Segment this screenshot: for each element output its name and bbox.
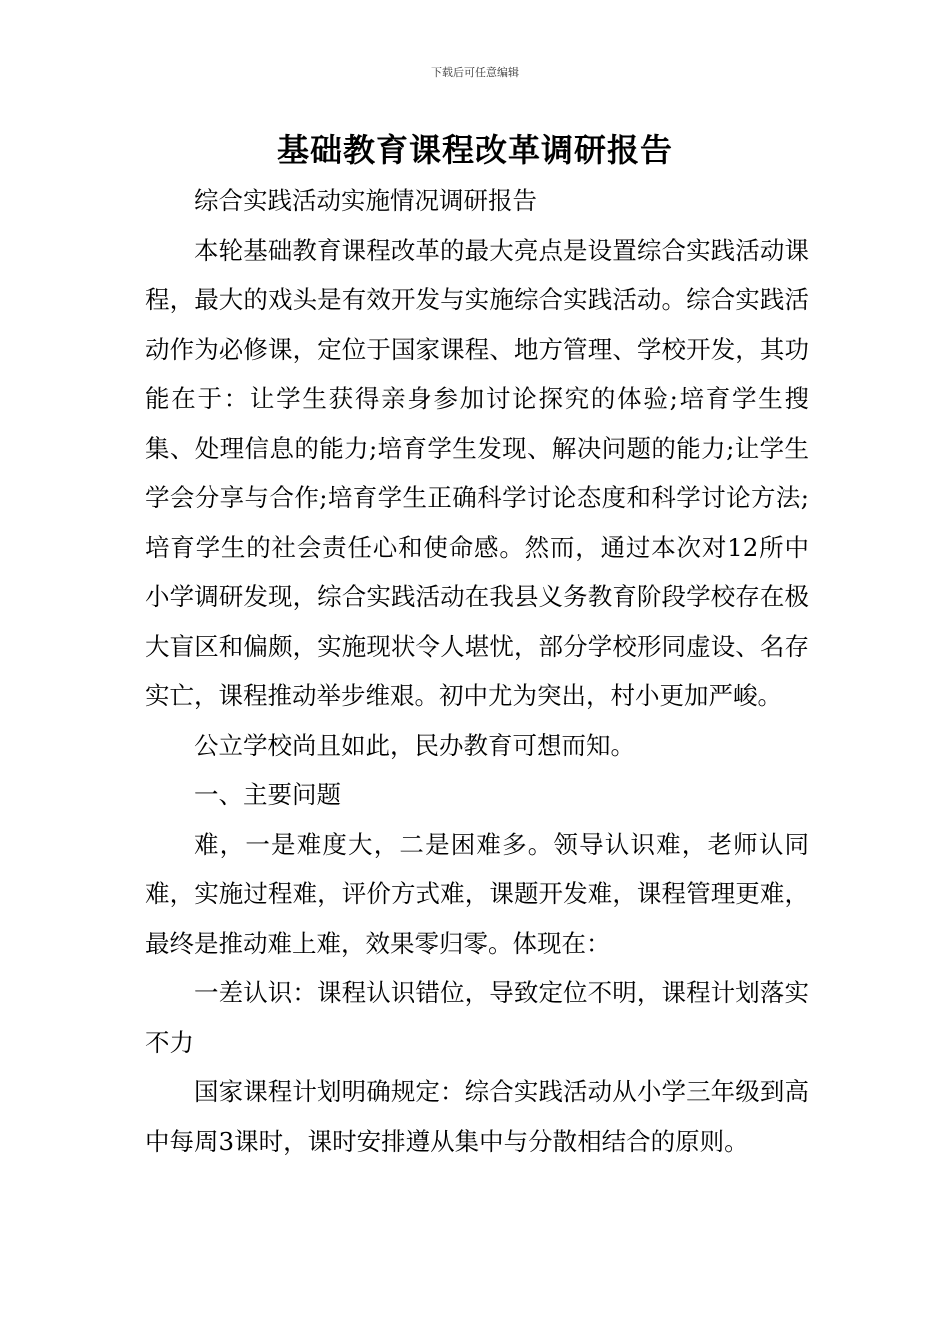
body-paragraph: 公立学校尚且如此，民办教育可想而知。 [194,730,635,760]
body-paragraph: 国家课程计划明确规定：综合实践活动从小学三年级到高中每周3课时，课时安排遵从集中与分散相结合的原则。 [145,1077,809,1156]
intro-paragraph: 本轮基础教育课程改革的最大亮点是设置综合实践活动课程，最大的戏头是有效开发与实施综合实践活动。综合实践活动作为必修课，定位于国家课程、地方管理、学校开发，其功能在于：让学生获得亲身参加讨论探究的体验;培育学生搜集、处理信息的能力;培育学生发现、解决问题的能力;让学生学会分享与合作;培育学生正确科学讨论态度和科学讨论方法;培育学生的社会责任心和使命感。然而，通过本次对12所中小学调研发现，综合实践活动在我县义务教育阶段学校存在极大盲区和偏颇，实施现状令人堪忧，部分学校形同虚设、名存实亡，课程推动举步维艰。初中尤为突出，村小更加严峻。 [145,235,809,710]
body-paragraph: 难，一是难度大，二是困难多。领导认识难，老师认同难，实施过程难，评价方式难，课题开发难，课程管理更难，最终是推动难上难，效果零归零。体现在： [145,829,809,958]
subtitle-paragraph: 综合实践活动实施情况调研报告 [194,186,537,215]
document-body [145,176,809,1166]
document-title: 基础教育课程改革调研报告 [276,131,673,169]
section-heading: 一、主要问题 [194,780,341,809]
header-note: 下载后可任意编辑 [431,66,519,79]
subsection-heading: 一差认识：课程认识错位，导致定位不明，课程计划落实不力 [145,978,809,1057]
